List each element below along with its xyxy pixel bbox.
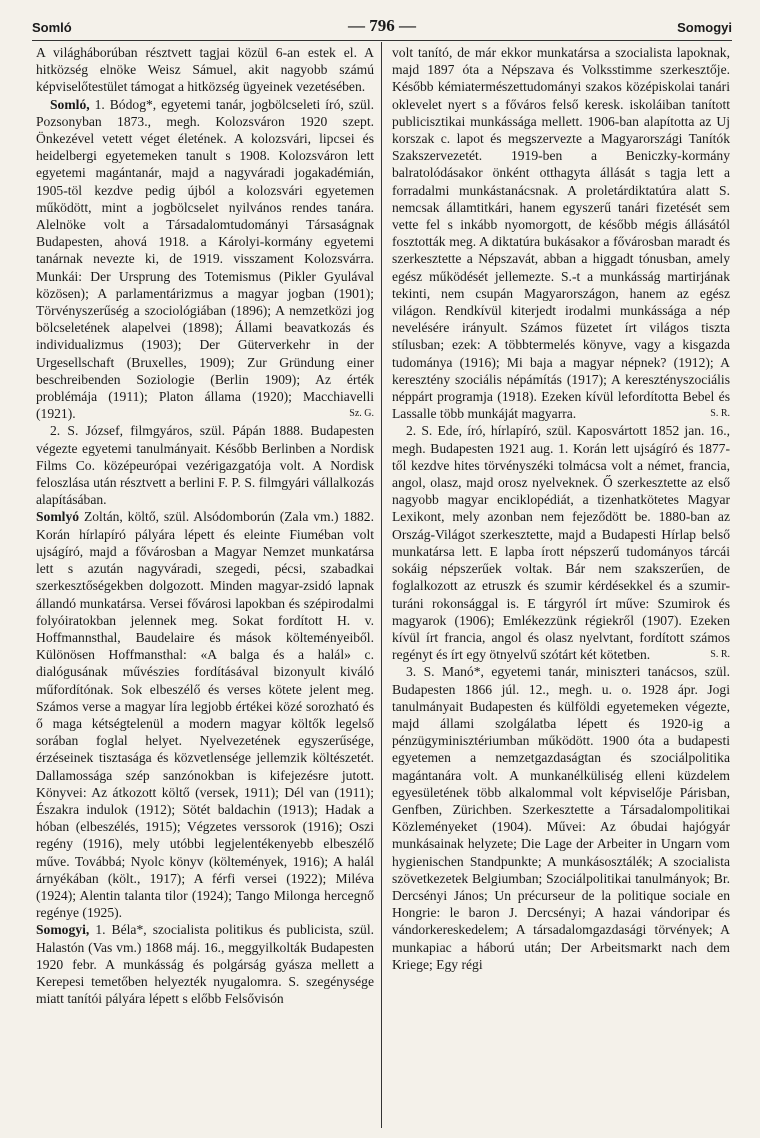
entry-somogyi-ede bbox=[392, 422, 730, 663]
entry-somogyi bbox=[36, 921, 374, 1007]
entry-somlyo bbox=[36, 508, 374, 921]
header-left-keyword: Somló bbox=[32, 20, 72, 35]
paragraph-text: 2. S. József, filmgyáros, szül. Pápán 1888. Budapesten végezte egyetemi tanulmányait. Később Berlinben a Nordisk Films Co. középeurópai vezérigazgatója volt. A Nordisk feloszlása után résztvett a berlini F. P. S. filmgyári vállalkozás alapításában. bbox=[36, 423, 374, 508]
header-rule bbox=[32, 40, 732, 41]
page-header bbox=[32, 14, 732, 36]
header-right-keyword: Somogyi bbox=[677, 20, 732, 35]
entry-somogyi-mano bbox=[392, 663, 730, 973]
entry-headword: Somló, bbox=[50, 96, 90, 112]
paragraph-text: 3. S. Manó*, egyetemi tanár, miniszteri tanácsos, szül. Budapesten 1866 júl. 12., megh. u. o. 1928 ápr. Jogi tanulmányait Budapesten és külföldi egyetemeken végezte, majd állami szolgálatba lépett és 1920-ig a pénzügyminisztériumban működött. 1900 óta a budapesti egyetemen a nemzetgazdaságtan és szociálpolitika magántanára volt. A munkanélküliség elleni küzdelem egyesületének több alkalommal volt képviselője Párisban, Genfben, Zürichben. Szerkesztette a Társadalompolitikai Közleményeket (1904). Művei: Az óbudai hajógyár munkásainak helyzete; Die Lage der Arbeiter in Ungarn vom hygienischen Standpunkte; A munkásosztálék; A szocialista szövetkezetek Belgiumban; Szociálpolitikai tanulmányok; Br. Dercsényi János; Un précurseur de la politique sociale en Hongrie: le baron J. Dercsényi; A hazai vándoripar és vándorkereskedelem; A társadalomgazdasági törvények; A munkapiac a háború után; Der Arbeitsmarkt nach dem Kriege; Egy régi bbox=[392, 664, 730, 972]
paragraph-text: 1. Bódog*, egyetemi tanár, jogbölcseleti író, szül. Pozsonyban 1873., megh. Kolozsváron 1920 szept. Önkezével vetett véget életének. A kolozsvári, lipcsei és heidelbergi egyetemeken tanult s 1908. Kolozsváron lett egyetemi magántanár, majd a nagyváradi jogakadémián, 1905-töl kezdve pedig újból a kolozsvári egyetemen működött, mint a jogbölcselet nyilvános rendes tanára. Alelnöke volt a Társadalomtudományi Társaságnak Budapesten, ahová 1918. a Károlyi-kormány egyetemi tanárnak nevezte ki, de 1919. visszament Kolozsvárra. Munkái: Der Ursprung des Totemismus (Pikler Gyulával közösen); A parlamentárizmus a magyar jogban (1901); Törvényszerűség a szociológiában (1896); A nemzetközi jog bölcseletének alapelvei (1898); Állami beavatkozás és individualizmus (1903); Der Güterverkehr in der Urgesellschaft (Bruxelles, 1909); Zur Gründung einer beschreibenden Soziologie (Berlin 1909); Az érték problémája (1911); Platon állama (1920); Macchiavelli (1921). bbox=[36, 96, 374, 422]
paragraph bbox=[36, 44, 374, 96]
paragraph bbox=[392, 44, 730, 422]
author-signature: S. R. bbox=[710, 649, 730, 661]
author-signature: Sz. G. bbox=[349, 408, 374, 420]
right-column bbox=[392, 44, 730, 973]
left-column bbox=[36, 44, 374, 1007]
entry-headword: Somlyó bbox=[36, 509, 80, 525]
paragraph-text: Zoltán, költő, szül. Alsódomborún (Zala vm.) 1882. Korán hírlapíró pályára lépett és eleinte Fiuméban volt ujságíró, majd a fővárosban a Magyar Nemzet munkatársa lett s azután nagyváradi, szegedi, pécsi, szabadkai szerkesztőségekben dolgozott. Minden magyar-zsidó lapnak állandó munkatársa. Versei fővárosi lapokban és szépirodalmi folyóiratokban jelennek meg. Sokat fordított H. v. Hoffmannsthal, Baudelaire és mások költeményeiből. Különösen Hoffmansthal: «A balga és a halál» c. dialógusának művészies fordításával bizonyult kiváló műfordítónak. Sok elbeszélő és verses kötete jelent meg. Számos verse a magyar líra legjobb értékei közé sorozható és ő maga kétségtelenül a modern magyar költők legelső sorában foglal helyet. Nyelvezetének egyszerűsége, érzéseinek tisztasága és közvetlensége jellemzik költészetét. Dallamossága szép sanzónokban is kifejezésre jutott. Könyvei: Az átkozott költő (versek, 1911); Dél van (1911); Északra indulok (1912); Sötét baldachin (1913); Hadak a hóban (elbeszélés, 1915); Végzetes verssorok (1916); Oszi regény (1916), mely utóbbi legjelentékenyebb elbeszélő műve. Továbbá; Nyolc könyv (költemények, 1916); A halál árnyékában (költ., 1917); A férfi versei (1922); Miléva (1924); Alentin talanta tilor (1924); Tango Milonga hercegnő regénye (1925). bbox=[36, 509, 375, 921]
paragraph-text: 1. Béla*, szocialista politikus és publicista, szül. Halastón (Vas vm.) 1868 máj. 16., meggyilkolták Budapesten 1920 febr. A munkásság és polgárság gyásza mellett a Kerepesi temetőben helyezték nyugalomra. S. szegénysége miatt tanítói pályára lépett s előbb Felsővisón bbox=[36, 922, 374, 1007]
entry-headword: Somogyi, bbox=[36, 922, 90, 938]
entry-somlo-jozsef bbox=[36, 422, 374, 508]
paragraph-text: A világháborúban résztvett tagjai közül 6-an estek el. A hitközség elnöke Weisz Sámuel, akit nagyobb számú képviselőtestület támogat a hitközség ügyeinek vezetésében. bbox=[36, 45, 374, 95]
page-number: — 796 — bbox=[348, 16, 416, 35]
paragraph-text: volt tanító, de már ekkor munkatársa a szocialista lapoknak, majd 1897 óta a Népszava és Volksstimme szerkesztője. Később kémiatermészettudományi szakos középiskolai tanári oklevelet nyert s a főváros felső keresk. iskoláiban tanított publicisztikai munkássága mellett. 1906-ban alapította az Uj korszak c. lapot és megszervezte a Magyarországi Tanítók Szakszervezetét. 1919-ben a Beniczky-kormány balratolódásakor önként otthagyta állását s tagja lett a forradalmi munkástanácsnak. A proletárdiktatúra alatt S. nemcsak államtitkári, hanem egyszerű tanári fizetését sem vette fel s inkább nyomorgott, de később mégis állásától fosztották meg. A diktatúra bukásakor a fővárosban maradt és szerkesztette a Népszavát, abban a higgadt tónusban, amely egész működését jellemezte. S.-t a munkásság martirjának tekinti, nem csupán Magyarországon, hanem az egész világon. Rendkívül kiterjedt irodalmi munkássága a nép nevelésére irányult. Számos füzetet írt világos tiszta stílusban; ezek: A többtermelés könyve, vagy a kisgazda tudománya (1916); Mi baja a magyar népnek? (1912); A keresztény szociális népámítás (1917); A keresztényszociális néppárt programja (1918). Ezeken kívül lefordította Bebel és Lassalle több munkáját magyarra. bbox=[392, 45, 730, 422]
paragraph-text: 2. S. Ede, író, hírlapíró, szül. Kaposvártott 1852 jan. 16., megh. Budapesten 1921 aug. 1. Korán lett ujságíró és 1877-től kezdve hites törvényszéki tolmácsa volt a német, francia, angol, olasz, majd orosz nyelveknek. Ő szerkesztette az első nagyobb magyar enciklopédiát, a tizenhatkötetes Magyar Lexikont, mely azonban nem fejeződött be. 1880-ban az Ország-Világot szerkesztette, majd a Budapesti Hírlap belső munkatársa lett. E lapba írott népszerű tudományos tárcái sokáig népszerűek voltak. Bár nem szakszerűen, de foglalkozott az etruszk és szumir kérdésekkel és a szumir-turáni rokonsággal is. E tárgyról írt műve: Szumirok és magyarok (1906); Emlékezzünk régiekről (1907). Ezeken kívül írt francia, angol és olasz nyelvtant, fordított számos regényt és írt egy ötnyelvű szótárt két kötetben. bbox=[392, 423, 730, 663]
entry-somlo bbox=[36, 96, 374, 423]
column-divider bbox=[381, 42, 382, 1128]
author-signature: S. R. bbox=[710, 408, 730, 420]
